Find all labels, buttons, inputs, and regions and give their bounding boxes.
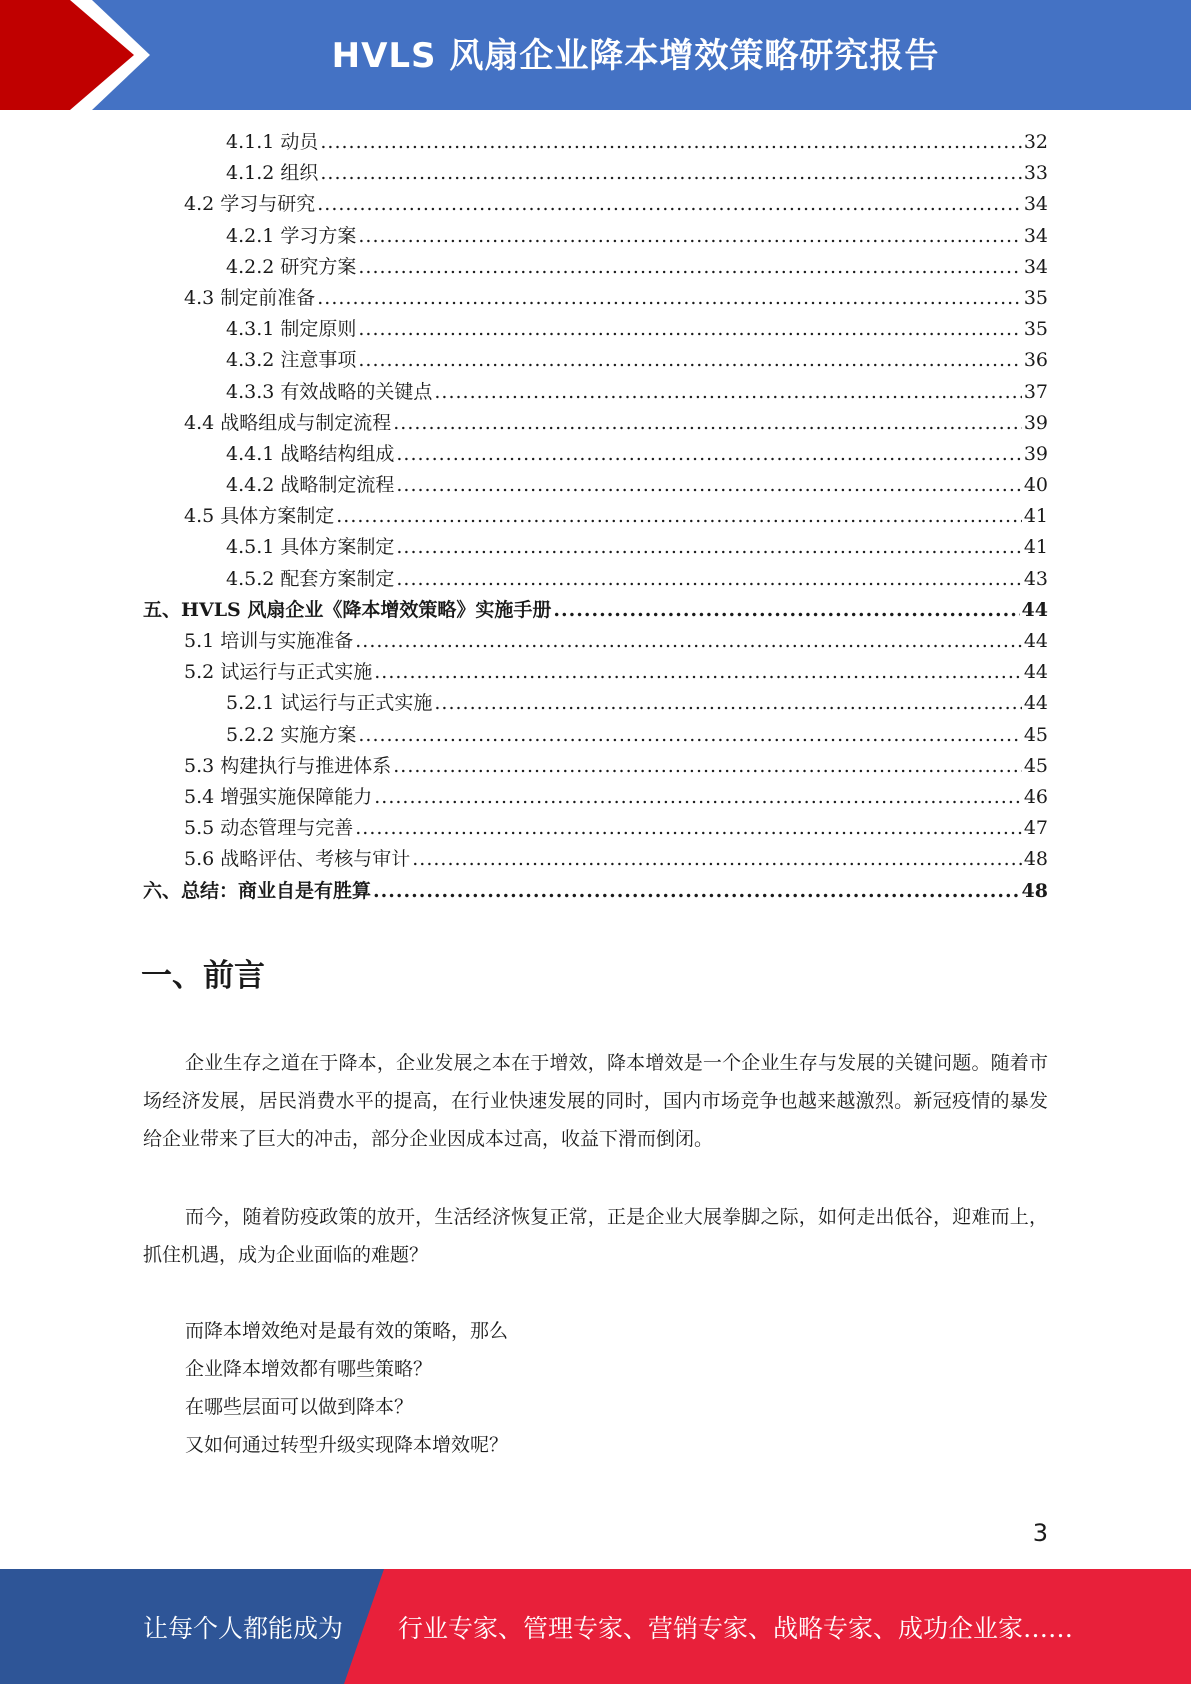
toc-entry-label: 4.2.1 学习方案	[226, 224, 357, 247]
toc-entry-label: 5.2 试运行与正式实施	[184, 661, 373, 684]
toc-entry[interactable]	[143, 564, 1048, 595]
toc-entry-label: 5.3 构建执行与推进体系	[184, 754, 392, 777]
toc-entry-label: 5.5 动态管理与完善	[184, 817, 354, 840]
toc-entry[interactable]	[143, 408, 1048, 439]
footer-slogan-left: 让每个人都能成为	[143, 1614, 344, 1643]
toc-entry-page: 36	[1023, 349, 1048, 372]
question-line: 又如何通过转型升级实现降本增效呢？	[185, 1434, 509, 1456]
toc-entry[interactable]	[143, 345, 1048, 376]
page-number: 3	[1032, 1519, 1048, 1547]
toc-entry-page: 45	[1023, 754, 1048, 777]
toc-dot-leader	[434, 692, 1021, 714]
toc-dot-leader	[317, 287, 1022, 309]
toc-entry[interactable]	[143, 439, 1048, 470]
toc-entry[interactable]	[143, 626, 1048, 657]
toc-entry-page: 44	[1023, 661, 1048, 684]
toc-entry[interactable]	[143, 688, 1048, 719]
toc-entry[interactable]	[143, 221, 1048, 252]
toc-dot-leader	[358, 256, 1021, 278]
toc-entry[interactable]	[143, 252, 1048, 283]
toc-dot-leader	[393, 412, 1022, 434]
toc-entry-label: 4.1.1 动员	[226, 131, 319, 153]
toc-dot-leader	[396, 568, 1021, 590]
toc-entry[interactable]	[143, 720, 1048, 751]
toc-entry[interactable]	[143, 782, 1048, 813]
toc-entry-page: 39	[1023, 442, 1048, 465]
toc-entry-page: 48	[1023, 848, 1048, 871]
document-title: HVLS 风扇企业降本增效策略研究报告	[331, 36, 940, 76]
page-footer	[0, 1569, 1191, 1684]
header-arrow-decoration	[0, 0, 160, 110]
toc-entry-label: 六、总结：商业自是有胜算	[143, 879, 372, 902]
section-title: 一、前言	[141, 958, 265, 994]
toc-dot-leader	[553, 599, 1019, 621]
toc-entry-label: 4.3 制定前准备	[184, 286, 316, 309]
toc-entry-page: 34	[1023, 224, 1048, 247]
toc-entry-page: 40	[1023, 474, 1048, 497]
toc-dot-leader	[317, 193, 1022, 215]
toc-entry-label: 5.2.1 试运行与正式实施	[226, 692, 433, 715]
toc-entry-page: 46	[1023, 785, 1048, 808]
toc-entry-page: 34	[1023, 193, 1048, 216]
question-list	[185, 1312, 508, 1464]
toc-entry-label: 4.2 学习与研究	[184, 193, 316, 216]
question-line: 而降本增效绝对是最有效的策略，那么	[185, 1320, 509, 1342]
toc-entry-page: 32	[1023, 131, 1048, 153]
toc-dot-leader	[336, 505, 1022, 527]
toc-entry-label: 五、HVLS 风扇企业《降本增效策略》实施手册	[143, 598, 552, 621]
toc-entry-label: 4.4.1 战略结构组成	[226, 442, 395, 465]
toc-entry-page: 37	[1023, 380, 1048, 403]
toc-dot-leader	[434, 381, 1021, 403]
toc-entry-page: 41	[1023, 505, 1048, 528]
toc-entry[interactable]	[143, 532, 1048, 563]
toc-entry-page: 44	[1023, 630, 1048, 652]
table-of-contents	[143, 127, 1048, 907]
toc-entry[interactable]	[143, 283, 1048, 314]
toc-entry-page: 35	[1023, 318, 1048, 341]
question-line: 在哪些层面可以做到降本？	[185, 1396, 414, 1418]
toc-entry-label: 5.6 战略评估、考核与审计	[184, 848, 411, 871]
toc-entry[interactable]	[143, 377, 1048, 408]
toc-dot-leader	[396, 536, 1021, 558]
body-paragraph: 企业生存之道在于降本，企业发展之本在于增效，降本增效是一个企业生存与发展的关键问题。随着市场经济发展，居民消费水平的提高，在行业快速发展的同时，国内市场竞争也越来越激烈。新冠疫情的暴发给企业带来了巨大的冲击，部分企业因成本过高，收益下滑而倒闭。	[143, 1052, 1048, 1150]
toc-entry-page: 47	[1023, 817, 1048, 840]
toc-entry-page: 34	[1023, 255, 1048, 278]
toc-dot-leader	[358, 349, 1021, 371]
toc-entry[interactable]	[143, 876, 1048, 907]
toc-entry-label: 5.2.2 实施方案	[226, 723, 357, 746]
toc-entry-label: 5.4 增强实施保障能力	[184, 785, 373, 808]
toc-dot-leader	[412, 848, 1022, 870]
toc-entry-page: 39	[1023, 411, 1048, 434]
toc-entry-page: 43	[1023, 567, 1048, 590]
toc-entry[interactable]	[143, 751, 1048, 782]
footer-slogan-right: 行业专家、管理专家、营销专家、战略专家、成功企业家……	[398, 1614, 1074, 1643]
body-paragraph: 而今，随着防疫政策的放开，生活经济恢复正常，正是企业大展拳脚之际，如何走出低谷，迎难而上，抓住机遇，成为企业面临的难题？	[143, 1206, 1048, 1266]
toc-entry[interactable]	[143, 844, 1048, 875]
toc-entry-label: 4.1.2 组织	[226, 162, 319, 185]
toc-entry-label: 4.5 具体方案制定	[184, 505, 335, 528]
toc-entry-page: 33	[1023, 162, 1048, 185]
toc-dot-leader	[320, 162, 1021, 184]
toc-dot-leader	[374, 786, 1022, 808]
toc-dot-leader	[358, 318, 1021, 340]
question-line: 企业降本增效都有哪些策略？	[185, 1358, 433, 1380]
toc-entry-page: 48	[1021, 879, 1048, 902]
toc-dot-leader	[358, 724, 1021, 746]
toc-dot-leader	[355, 630, 1022, 652]
toc-entry[interactable]	[143, 158, 1048, 189]
toc-entry-label: 4.5.2 配套方案制定	[226, 567, 395, 590]
toc-entry[interactable]	[143, 813, 1048, 844]
toc-entry-label: 5.1 培训与实施准备	[184, 630, 354, 652]
toc-dot-leader	[358, 225, 1021, 247]
toc-entry[interactable]	[143, 127, 1048, 158]
toc-dot-leader	[320, 131, 1021, 153]
toc-entry-label: 4.5.1 具体方案制定	[226, 536, 395, 559]
toc-dot-leader	[393, 755, 1022, 777]
page-header	[0, 0, 1191, 110]
toc-entry[interactable]	[143, 314, 1048, 345]
toc-entry-page: 41	[1023, 536, 1048, 559]
toc-entry-label: 4.2.2 研究方案	[226, 255, 357, 278]
toc-entry-label: 4.4.2 战略制定流程	[226, 474, 395, 497]
toc-dot-leader	[355, 817, 1022, 839]
toc-entry-label: 4.3.1 制定原则	[226, 318, 357, 341]
toc-entry[interactable]	[143, 595, 1048, 626]
toc-entry[interactable]	[143, 657, 1048, 688]
toc-entry[interactable]	[143, 470, 1048, 501]
toc-entry[interactable]	[143, 501, 1048, 532]
toc-entry-page: 45	[1023, 723, 1048, 746]
toc-entry-label: 4.3.2 注意事项	[226, 349, 357, 372]
toc-dot-leader	[396, 474, 1021, 496]
toc-dot-leader	[373, 880, 1020, 902]
toc-entry-label: 4.4 战略组成与制定流程	[184, 411, 392, 434]
toc-entry-page: 35	[1023, 286, 1048, 309]
toc-entry-label: 4.3.3 有效战略的关键点	[226, 380, 433, 403]
toc-dot-leader	[396, 443, 1021, 465]
toc-dot-leader	[374, 661, 1022, 683]
toc-entry-page: 44	[1021, 598, 1048, 621]
toc-entry-page: 44	[1023, 692, 1048, 715]
toc-entry[interactable]	[143, 189, 1048, 220]
